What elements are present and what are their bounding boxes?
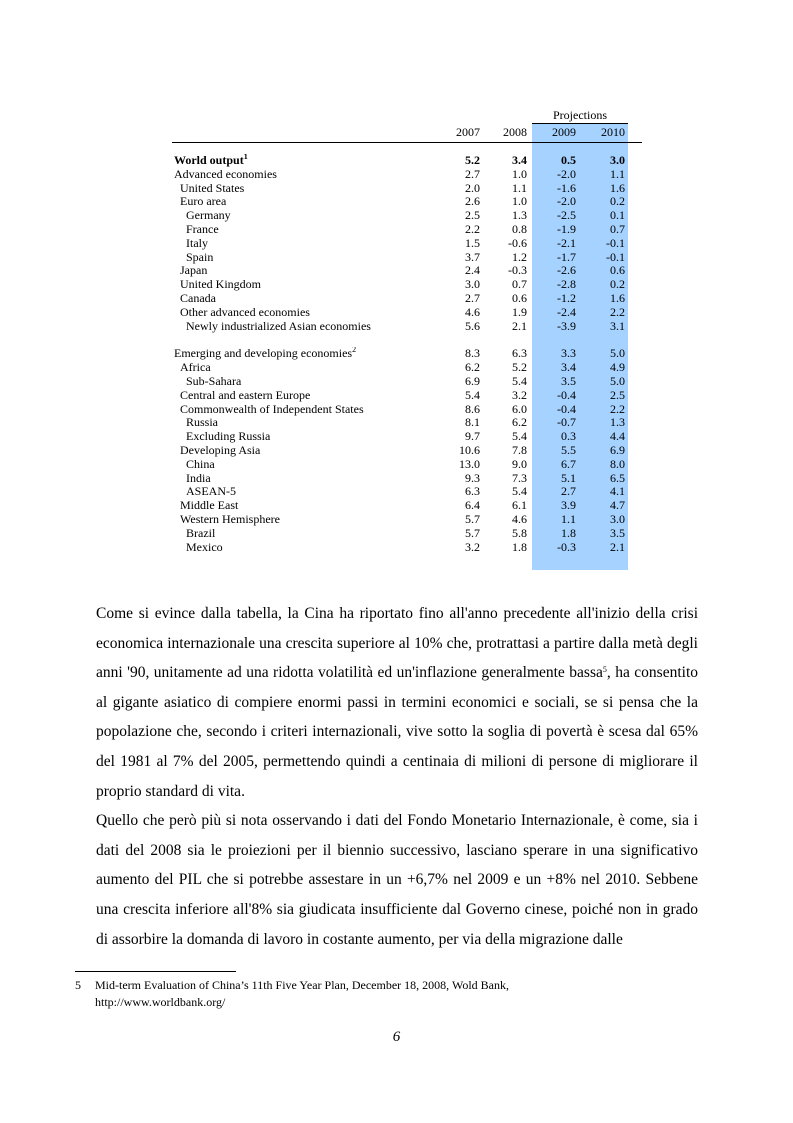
value-2009: 5.1 [561, 470, 576, 485]
row-label-text: Emerging and developing economies [174, 347, 353, 361]
value-2007: 2.4 [465, 263, 480, 278]
row-label-text: Developing Asia [180, 443, 261, 457]
value-2010: 1.3 [610, 415, 625, 430]
value-2009: -0.4 [557, 401, 576, 416]
value-2009: -1.2 [557, 290, 576, 305]
value-2007: 9.3 [465, 470, 480, 485]
value-2010: 0.1 [610, 208, 625, 223]
value-2008: 6.2 [512, 415, 527, 430]
row-label [180, 403, 398, 417]
value-2007: 2.5 [465, 208, 480, 223]
row-label [186, 375, 404, 389]
value-2009: -2.6 [557, 263, 576, 278]
table-row [172, 251, 642, 265]
row-label [180, 292, 398, 306]
table-row [172, 430, 642, 444]
value-2009: -2.0 [557, 166, 576, 181]
projections-label: Projections [553, 108, 607, 122]
table-row [172, 513, 642, 527]
value-2009: 3.4 [561, 360, 576, 375]
row-label [186, 430, 404, 444]
value-2010: 2.5 [610, 387, 625, 402]
row-label [186, 485, 404, 499]
footnote-text: Mid-term Evaluation of China’s 11th Five Year Plan, December 18, 2008, Wold Bank, [95, 978, 509, 992]
value-2008: 5.4 [512, 484, 527, 499]
value-2008: 0.6 [512, 290, 527, 305]
row-label [186, 223, 404, 237]
row-label-text: Advanced economies [174, 167, 277, 181]
row-label-text: India [186, 471, 211, 485]
value-2007: 3.7 [465, 249, 480, 264]
value-2009: 3.5 [561, 373, 576, 388]
row-label [180, 499, 398, 513]
body-text [96, 599, 698, 954]
value-2008: 3.2 [512, 387, 527, 402]
value-2010: 1.6 [610, 290, 625, 305]
table-row [172, 444, 642, 458]
row-label-text: Japan [180, 264, 208, 278]
table-row [172, 237, 642, 251]
value-2008: 5.2 [512, 360, 527, 375]
table-row [172, 278, 642, 292]
value-2007: 8.1 [465, 415, 480, 430]
value-2009: 1.8 [561, 525, 576, 540]
value-2010: 3.0 [610, 153, 625, 167]
row-label-text: Newly industrialized Asian economies [186, 319, 371, 333]
year-header-2010: 2010 [601, 125, 625, 139]
value-2009: 6.7 [561, 456, 576, 471]
table-row [172, 499, 642, 513]
row-label [180, 306, 398, 320]
value-2007: 6.2 [465, 360, 480, 375]
value-2009: -2.0 [557, 194, 576, 209]
value-2008: 2.1 [512, 318, 527, 333]
value-2007: 13.0 [459, 456, 480, 471]
row-label-text: Other advanced economies [180, 305, 310, 319]
row-label-text: Spain [186, 250, 214, 264]
value-2009: -2.4 [557, 304, 576, 319]
value-2010: 8.0 [610, 456, 625, 471]
value-2010: 0.2 [610, 194, 625, 209]
row-label-text: Middle East [180, 499, 239, 513]
row-label-text: Canada [180, 291, 216, 305]
value-2010: -0.1 [606, 249, 625, 264]
value-2007: 2.6 [465, 194, 480, 209]
value-2008: 6.0 [512, 401, 527, 416]
paragraph-1-text: Come si evince dalla tabella, la Cina ha riportato fino all'anno precedente all'inizio della crisi economica internazionale una crescita superiore al 10% che, protrattasi a partire dalla metà degli anni '90, unitamente ad una ridotta volatilità ed un'inflazione generalmente bassa [96, 605, 698, 682]
footnote [75, 977, 695, 1011]
table-row [172, 485, 642, 499]
table-row [172, 389, 642, 403]
row-label [174, 154, 392, 168]
value-2007: 3.2 [465, 539, 480, 554]
value-2010: 2.2 [610, 304, 625, 319]
row-label-text: Italy [186, 236, 208, 250]
table-row [172, 209, 642, 223]
header-rule [172, 142, 642, 143]
value-2009: -0.3 [557, 539, 576, 554]
value-2007: 6.4 [465, 498, 480, 513]
value-2009: 0.3 [561, 429, 576, 444]
value-2008: 9.0 [512, 456, 527, 471]
footnote-number: 5 [75, 978, 81, 992]
value-2008: 1.2 [512, 249, 527, 264]
row-label-text: Africa [180, 361, 211, 375]
row-label-text: Excluding Russia [186, 430, 271, 444]
row-label-text: China [186, 457, 215, 471]
value-2008: 0.8 [512, 221, 527, 236]
value-2010: 4.4 [610, 429, 625, 444]
table-row [172, 154, 642, 168]
row-label-text: Euro area [180, 195, 227, 209]
year-header-2007: 2007 [456, 125, 480, 139]
value-2009: -0.4 [557, 387, 576, 402]
value-2010: 5.0 [610, 346, 625, 361]
value-2008: -0.3 [508, 263, 527, 278]
value-2009: -1.6 [557, 180, 576, 195]
row-label-text: Sub-Sahara [186, 374, 242, 388]
value-2008: 5.4 [512, 429, 527, 444]
value-2010: 4.1 [610, 484, 625, 499]
row-label-text: Brazil [186, 526, 216, 540]
value-2009: 2.7 [561, 484, 576, 499]
value-2009: 1.1 [561, 511, 576, 526]
paragraph-2: Quello che però più si nota osservando i dati del Fondo Monetario Internazionale, è come, sia i dati del 2008 sia le proiezioni per il biennio successivo, lasciano sperare in una significativo aumento del PIL che si potrebbe assestare in un +6,7% nel 2009 e un +8% nel 2010. Sebbene una crescita inferiore all'8% sia giudicata insufficiente dal Governo cinese, poiché non in grado di assorbire la domanda di lavoro in costante aumento, per via della migrazione dalle [96, 812, 698, 948]
value-2010: 6.5 [610, 470, 625, 485]
value-2010: 0.7 [610, 221, 625, 236]
row-label [186, 251, 404, 265]
value-2007: 2.2 [465, 221, 480, 236]
table-row [172, 347, 642, 361]
row-label [186, 527, 404, 541]
value-2008: 4.6 [512, 511, 527, 526]
footnote-url[interactable]: http://www.worldbank.org/ [95, 995, 226, 1009]
value-2010: 4.7 [610, 498, 625, 513]
value-2008: 1.0 [512, 194, 527, 209]
value-2007: 5.7 [465, 511, 480, 526]
value-2009: -2.1 [557, 235, 576, 250]
table-body [172, 154, 642, 554]
value-2009: 3.3 [561, 346, 576, 361]
value-2010: 3.5 [610, 525, 625, 540]
table-row [172, 168, 642, 182]
row-label [186, 320, 404, 334]
value-2009: -3.9 [557, 318, 576, 333]
row-label-text: Central and eastern Europe [180, 388, 311, 402]
table-row [172, 527, 642, 541]
year-header-2008: 2008 [503, 125, 527, 139]
value-2010: 5.0 [610, 373, 625, 388]
row-label [186, 237, 404, 251]
value-2008: 3.4 [512, 153, 527, 167]
value-2010: 2.2 [610, 401, 625, 416]
row-label-text: Commonwealth of Independent States [180, 402, 364, 416]
row-label-text: Western Hemisphere [180, 512, 280, 526]
value-2007: 8.6 [465, 401, 480, 416]
value-2009: -0.7 [557, 415, 576, 430]
row-label-note: 1 [243, 154, 248, 161]
value-2007: 2.7 [465, 290, 480, 305]
table-row [172, 416, 642, 430]
value-2010: 0.2 [610, 277, 625, 292]
value-2008: 5.8 [512, 525, 527, 540]
value-2008: 1.9 [512, 304, 527, 319]
value-2010: -0.1 [606, 235, 625, 250]
row-label-text: ASEAN-5 [186, 485, 236, 499]
table-row [172, 320, 642, 334]
row-label [180, 361, 398, 375]
row-label [180, 513, 398, 527]
row-label [174, 347, 392, 361]
value-2009: -1.7 [557, 249, 576, 264]
value-2010: 2.1 [610, 539, 625, 554]
table-row [172, 472, 642, 486]
value-2007: 1.5 [465, 235, 480, 250]
value-2007: 2.7 [465, 166, 480, 181]
row-label [186, 209, 404, 223]
footnote-rule [75, 971, 236, 972]
row-label [180, 195, 398, 209]
value-2010: 6.9 [610, 442, 625, 457]
value-2007: 8.3 [465, 346, 480, 361]
table-row [172, 195, 642, 209]
projections-underline [532, 123, 628, 124]
paragraph-1-text-cont: , ha consentito al gigante asiatico di compiere enormi passi in termini economici e sociali, se si pensa che la popolazione che, secondo i criteri internazionali, vive sotto la soglia di povertà è scesa dal 65% del 1981 al 7% del 2005, permettendo quindi a centinaia di milioni di persone di migliorare il proprio standard di vita. [96, 664, 698, 800]
value-2007: 5.4 [465, 387, 480, 402]
table-row [172, 223, 642, 237]
row-label-text: United Kingdom [180, 278, 261, 292]
value-2009: -2.8 [557, 277, 576, 292]
row-label [186, 416, 404, 430]
table-row [172, 403, 642, 417]
table-row [172, 292, 642, 306]
value-2010: 1.6 [610, 180, 625, 195]
table-row [172, 264, 642, 278]
value-2008: 6.3 [512, 346, 527, 361]
value-2008: 7.3 [512, 470, 527, 485]
table-row [172, 306, 642, 320]
value-2007: 5.6 [465, 318, 480, 333]
value-2008: 1.0 [512, 166, 527, 181]
year-header-2009: 2009 [552, 125, 576, 139]
value-2009: 0.5 [561, 153, 576, 167]
value-2007: 6.9 [465, 373, 480, 388]
value-2007: 6.3 [465, 484, 480, 499]
value-2007: 2.0 [465, 180, 480, 195]
value-2010: 4.9 [610, 360, 625, 375]
row-label-text: Mexico [186, 540, 223, 554]
row-label [180, 278, 398, 292]
row-label-text: World output [174, 154, 244, 167]
row-label [186, 458, 404, 472]
value-2007: 5.2 [465, 153, 480, 167]
value-2010: 1.1 [610, 166, 625, 181]
table-row [172, 182, 642, 196]
value-2008: 1.1 [512, 180, 527, 195]
table-row [172, 541, 642, 555]
row-label-text: United States [180, 181, 245, 195]
row-label-text: Germany [186, 209, 231, 223]
row-label [186, 541, 404, 555]
value-2009: 3.9 [561, 498, 576, 513]
value-2008: 6.1 [512, 498, 527, 513]
row-label [174, 168, 392, 182]
value-2010: 3.0 [610, 511, 625, 526]
value-2007: 5.7 [465, 525, 480, 540]
value-2008: 1.3 [512, 208, 527, 223]
paragraph-1 [96, 599, 698, 806]
footnote-ref[interactable]: 5 [602, 665, 607, 675]
row-label [180, 182, 398, 196]
row-label [180, 264, 398, 278]
value-2008: 5.4 [512, 373, 527, 388]
value-2007: 10.6 [459, 442, 480, 457]
value-2008: 0.7 [512, 277, 527, 292]
value-2010: 3.1 [610, 318, 625, 333]
row-label [180, 444, 398, 458]
table-row [172, 458, 642, 472]
value-2010: 0.6 [610, 263, 625, 278]
value-2009: -2.5 [557, 208, 576, 223]
value-2009: -1.9 [557, 221, 576, 236]
growth-table [172, 104, 642, 570]
value-2007: 3.0 [465, 277, 480, 292]
table-row [172, 375, 642, 389]
value-2007: 4.6 [465, 304, 480, 319]
value-2007: 9.7 [465, 429, 480, 444]
value-2009: 5.5 [561, 442, 576, 457]
value-2008: 7.8 [512, 442, 527, 457]
row-label-text: France [186, 222, 219, 236]
row-label [186, 472, 404, 486]
row-label [180, 389, 398, 403]
value-2008: 1.8 [512, 539, 527, 554]
table-row [172, 361, 642, 375]
page-number: 6 [392, 1029, 401, 1045]
row-label-text: Russia [186, 416, 219, 430]
value-2008: -0.6 [508, 235, 527, 250]
row-label-note: 2 [352, 347, 357, 355]
